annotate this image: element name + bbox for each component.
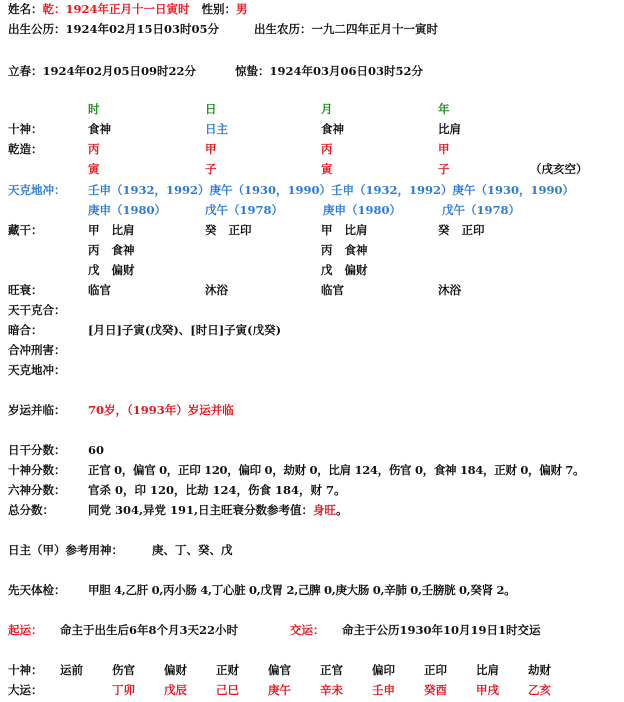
shishen-hour: 食神 [88,122,111,136]
dayun-2: 己巳 [216,683,239,697]
jingzhe: 惊蛰：1924年03月06日03时52分 [235,64,424,78]
dayun-shishen-7: 正印 [424,663,447,677]
pillar-header-hour: 时 [88,102,100,116]
shishen-score-label: 十神分数： [8,463,66,477]
wangshuai-label: 旺衰： [8,283,43,297]
canggan-label: 藏干： [8,223,43,237]
branch-day: 子 [205,162,217,176]
dayun-5: 壬申 [372,683,395,697]
tiangan-kehe-label: 天干克合： [8,303,66,317]
pillar-header-day: 日 [205,102,217,116]
canggan-hour-3: 戊 偏财 [88,263,135,277]
canggan-year-1: 癸 正印 [438,223,485,237]
wangshuai-month: 临官 [321,283,344,297]
dayun-8: 乙亥 [528,683,551,697]
wangshuai-hour: 临官 [88,283,111,297]
dayun-shishen-5: 正官 [320,663,343,677]
hechong-label: 合冲刑害： [8,343,66,357]
anhe-label: 暗合： [8,323,43,337]
liushen-score-label: 六神分数： [8,483,66,497]
qianzao-row-label: 乾造： [8,142,43,156]
tkdc-1: 壬申（1932，1992）庚午（1930，1990）壬申（1932，1992）庚午（1930，1990） [88,183,575,197]
shishen-score-value: 正官 0，偏官 0，正印 120，偏印 0，劫财 0，比肩 124，伤官 0，食神 184，正财 0，偏财 7。 [88,463,585,477]
dayun-4: 辛未 [320,683,343,697]
canggan-hour-2: 丙 食神 [88,243,135,257]
tijian-value: 甲胆 4,乙肝 0,丙小肠 4,丁心脏 0,戊胃 2,己脾 0,庚大肠 0,辛肺 0,壬膀胱 0,癸肾 2。 [88,583,516,597]
canggan-month-2: 丙 食神 [321,243,368,257]
dayun-shishen-0: 运前 [60,663,83,677]
dayun-shishen-1: 伤官 [112,663,135,677]
wangshuai-day: 沐浴 [205,283,228,297]
jiaoyun-label: 交运： [290,623,325,637]
name-row [8,1,248,17]
tkdc-summary-label: 天克地冲： [8,363,66,377]
dayun-shishen-3: 正财 [216,663,239,677]
jiaoyun-value: 命主于公历1930年10月19日1时交运 [342,623,541,637]
rigan-score-label: 日干分数： [8,443,66,457]
qiyun-value: 命主于出生后6年8个月3天22小时 [60,623,239,637]
canggan-hour-1: 甲 比肩 [88,223,135,237]
dayun-label: 大运： [8,683,43,697]
dayun-3: 庚午 [268,683,291,697]
liushen-score-value: 官杀 0，印 120，比劫 124，伤食 184，财 7。 [88,483,346,497]
tiankedichong-label: 天克地冲： [8,183,66,197]
total-score-label: 总分数： [8,503,54,517]
tkdc-2-day: 戊午（1978） [205,203,284,217]
anhe-value: [月日]子寅(戊癸)、[时日]子寅(戊癸) [88,323,282,337]
lunar-birth-date: 出生农历：一九二四年正月十一寅时 [254,22,438,36]
gender-label: 性别： [201,2,237,16]
dayun-shishen-label: 十神： [8,663,43,677]
dayun-shishen-8: 比肩 [476,663,499,677]
suiyun-label: 岁运并临： [8,403,66,417]
pillar-header-month: 月 [321,102,333,116]
wangshuai-year: 沐浴 [438,283,461,297]
branch-month: 寅 [321,162,333,176]
branch-hour: 寅 [88,162,100,176]
solar-date: 出生公历：1924年02月15日03时05分 [8,22,220,36]
dayun-6: 癸酉 [424,683,447,697]
gender-value: 男 [236,2,248,16]
name-label: 姓名： [8,2,43,16]
tkdc-2-year: 戊午（1978） [442,203,521,217]
shishen-month: 食神 [321,122,344,136]
dayun-shishen-2: 偏财 [164,663,187,677]
canggan-month-1: 甲 比肩 [321,223,368,237]
qianzao-label: 乾： [42,2,66,16]
rigan-score-value: 60 [88,443,105,457]
stem-hour: 丙 [88,142,100,156]
strength-result: 身旺 [313,503,337,517]
canggan-day-1: 癸 正印 [205,223,252,237]
qiyun-label: 起运： [8,623,43,637]
dayun-shishen-9: 劫财 [528,663,551,677]
shishen-label: 十神： [8,122,43,136]
tkdc-2-month: 庚申（1980） [323,203,402,217]
suiyun-value: 70岁，（1993年）岁运并临 [88,403,234,417]
lunar-date: 1924年正月十一日寅时 [65,2,190,16]
canggan-month-3: 戊 偏财 [321,263,368,277]
yongshen-label: 日主（甲）参考用神： [8,543,123,557]
stem-month: 丙 [321,142,333,156]
tkdc-2-hour: 庚申（1980） [88,203,167,217]
dayun-shishen-4: 偏官 [268,663,291,677]
kongwang: （戌亥空） [530,162,588,176]
tijian-label: 先天体检： [8,583,66,597]
stem-year: 甲 [438,142,450,156]
shishen-day: 日主 [205,122,228,136]
dayun-0: 丁卯 [112,683,135,697]
pillar-header-year: 年 [438,102,450,116]
branch-year: 子 [438,162,450,176]
dayun-shishen-6: 偏印 [372,663,395,677]
yongshen-value: 庚、丁、癸、戊 [152,543,233,557]
lichun: 立春：1924年02月05日09时22分 [8,64,197,78]
dayun-7: 甲戌 [476,683,499,697]
shishen-year: 比肩 [438,122,461,136]
dayun-1: 戊辰 [164,683,187,697]
total-score: 同党 304,异党 191,日主旺衰分数参考值：身旺。 [88,503,348,517]
stem-day: 甲 [205,142,217,156]
